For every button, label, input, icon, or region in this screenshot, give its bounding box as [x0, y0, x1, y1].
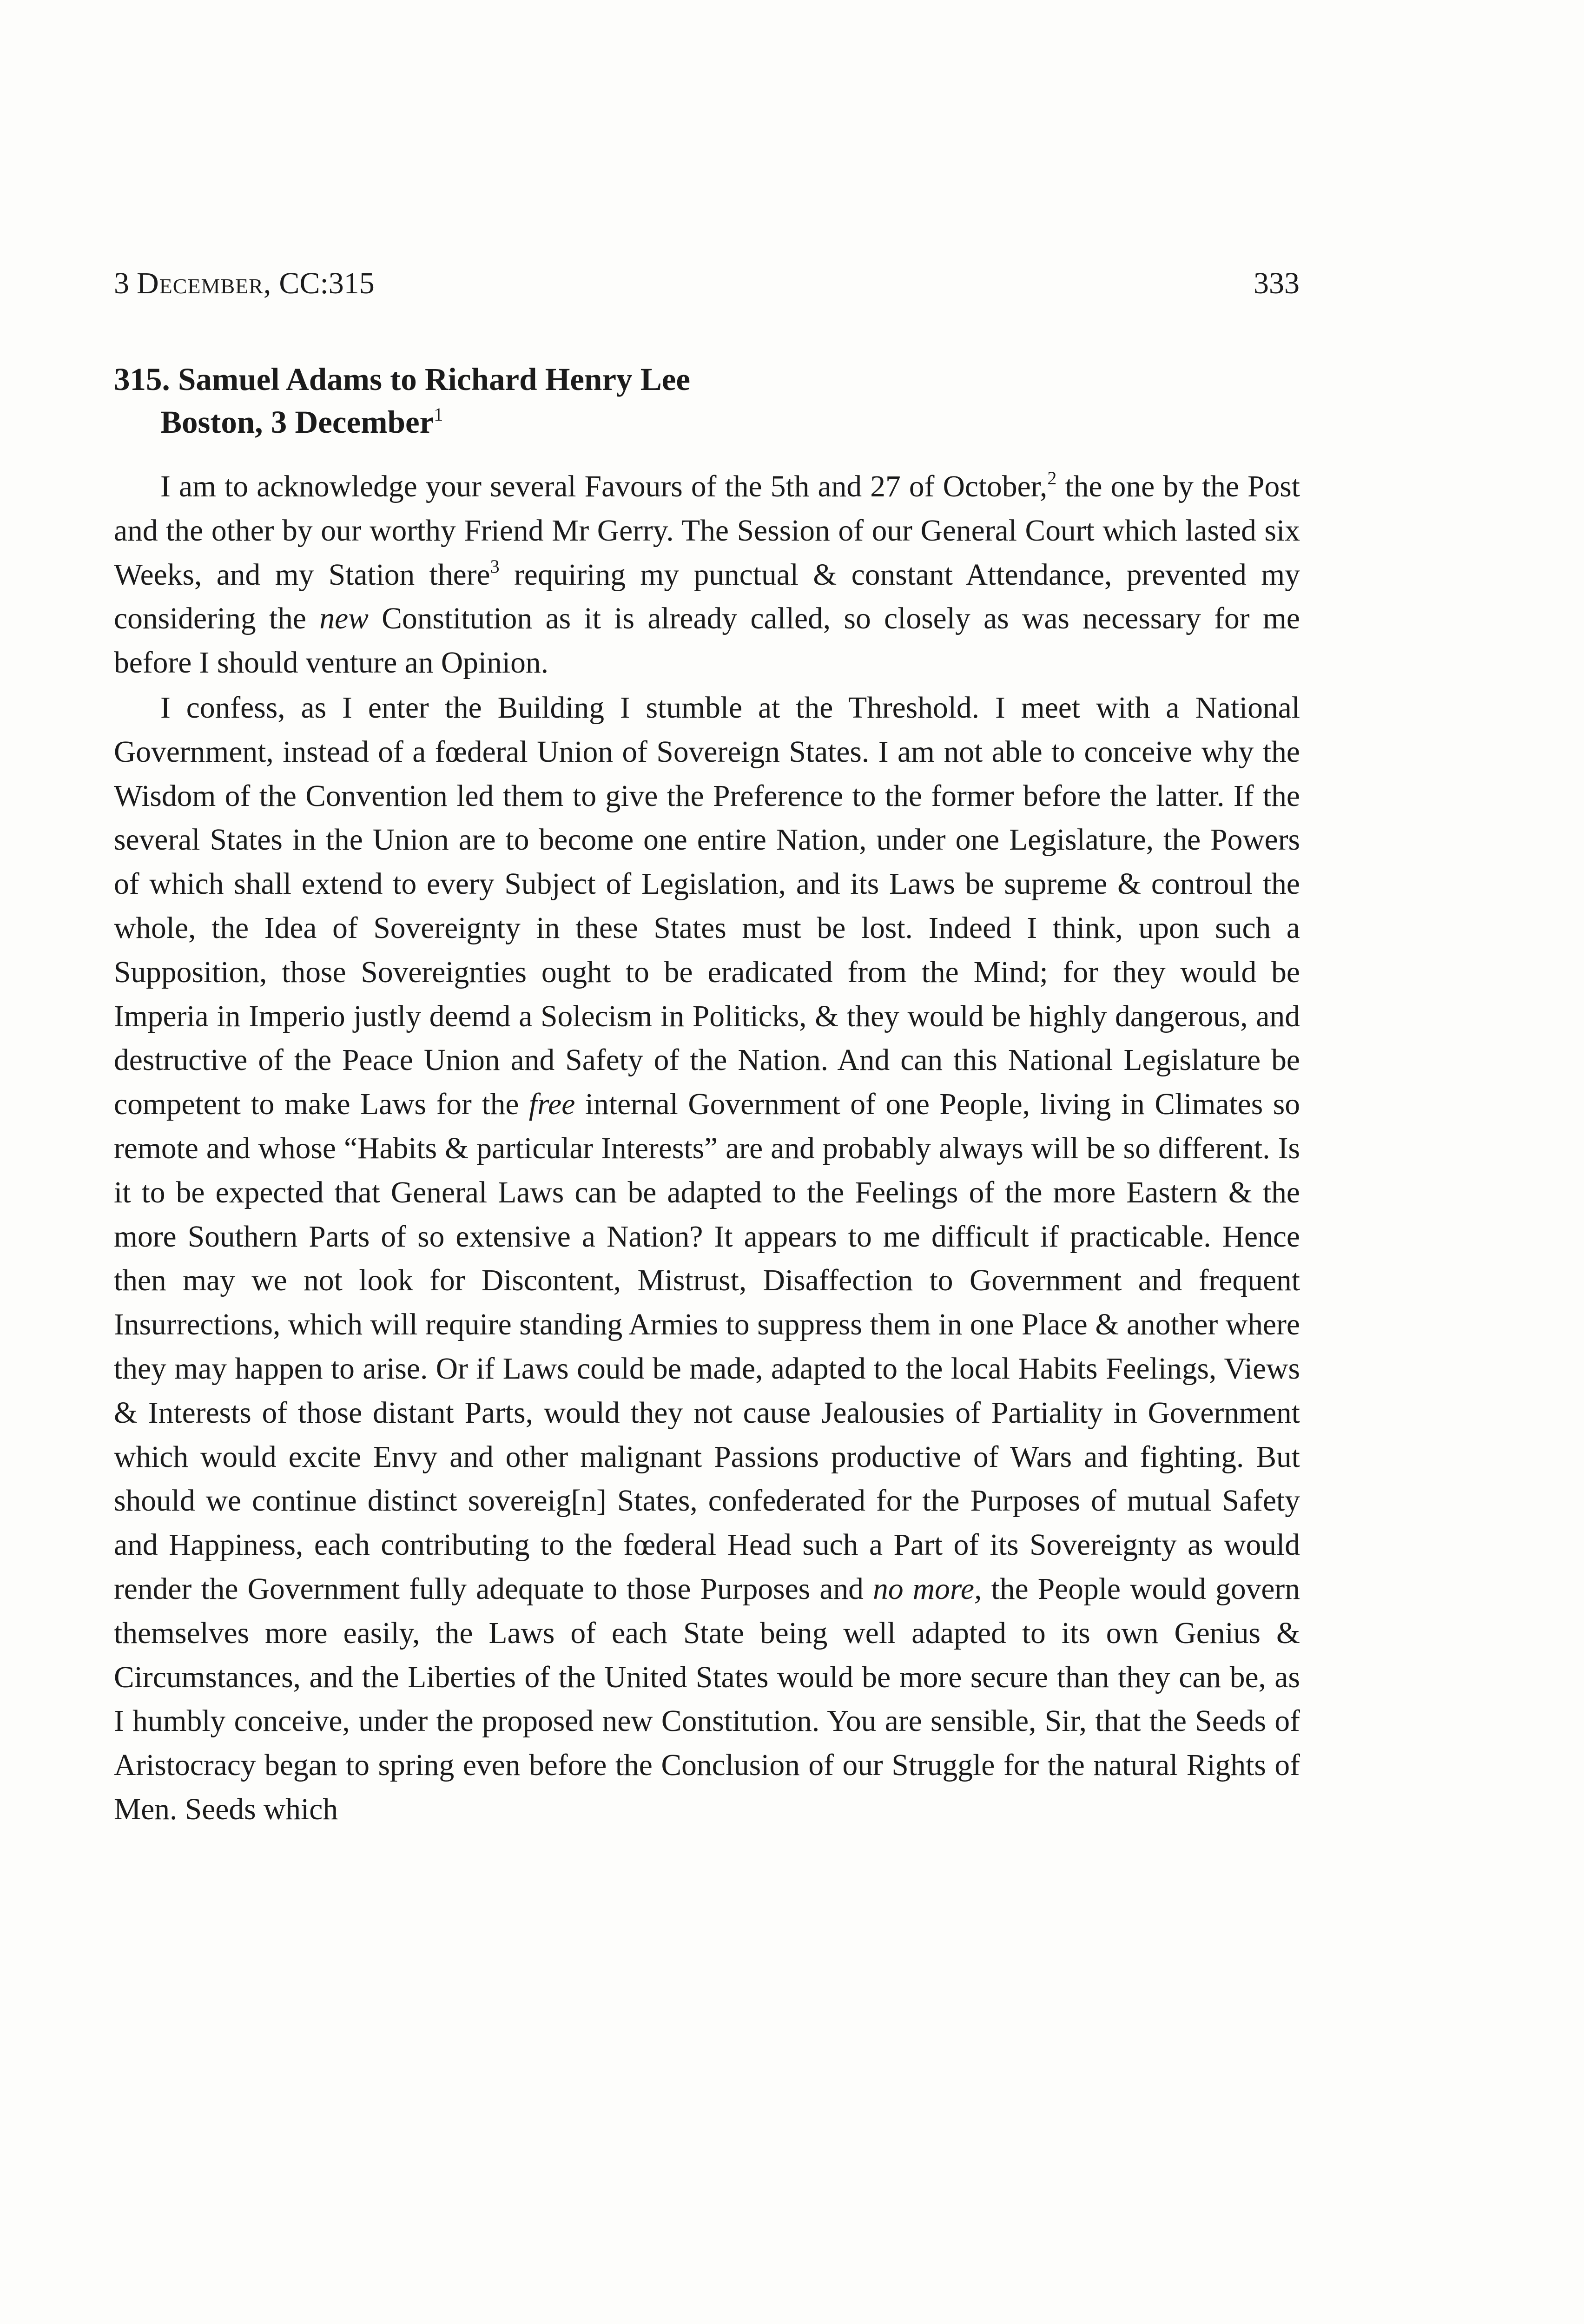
paragraph-2: [114, 686, 1300, 1832]
page-number: 333: [1254, 266, 1300, 300]
paragraph-1-text-d: Constitution as it is already called, so closely as was necessary for me before I should venture an Opinion.: [114, 602, 1300, 680]
document-title: Samuel Adams to Richard Henry Lee: [178, 362, 691, 397]
italic-free: free: [528, 1088, 575, 1122]
document-place-date: Boston, 3 December: [160, 404, 434, 440]
paragraph-1: [114, 465, 1300, 685]
heading-footnote-ref: 1: [434, 404, 443, 425]
paragraph-2-text-a: I confess, as I enter the Building I stumble at the Threshold. I meet with a National Government, instead of a fœderal Union of Sovereign States. I am not able to conceive why the Wisdom of the Convention led them to give the Preference to the former before the latter. If the several States in the Union are to become one entire Nation, under one Legislature, the Powers of which shall extend to every Subject of Legislation, and its Laws be supreme & controul the whole, the Idea of Sovereignty in these States must be lost. Indeed I think, upon such a Supposition, those Sovereignties ought to be eradicated from the Mind; for they would be Imperia in Imperio justly deemd a Solecism in Politicks, & they would be highly dangerous, and destructive of the Peace Union and Safety of the Nation. And can this National Legislature be competent to make Laws for the: [114, 691, 1300, 1122]
running-head-day: 3: [114, 266, 129, 300]
paragraph-1-text-a: I am to acknowledge your several Favours of the 5th and 27 of October,: [160, 470, 1048, 503]
footnote-ref-2: 2: [1047, 468, 1057, 489]
paragraph-2-text-c: the People would govern themselves more easily, the Laws of each State being well adapted to its own Genius & Circumstances, and the Liberties of the United States would be more secure than they can be, as I humbly conceive, under the proposed new Constitution. You are sensible, Sir, that the Seeds of Aristocracy began to spring even before the Conclusion of our Struggle for the natural Rights of Men. Seeds which: [114, 1572, 1300, 1826]
running-head-month: December,: [137, 266, 272, 300]
letter-body: [114, 465, 1300, 1832]
running-head-ref: CC:315: [279, 266, 375, 300]
italic-new: new: [319, 602, 369, 636]
running-head: [114, 265, 1300, 302]
document-place-date-line: [114, 401, 1304, 443]
italic-no-more: no more,: [873, 1572, 982, 1606]
paragraph-2-text-b: internal Government of one People, living in Climates so remote and whose “Habits & particular Interests” are and probably always will be so different. Is it to be expected that General Laws can be adapted to the Feelings of the more Eastern & the more Southern Parts of so extensive a Nation? It appears to me difficult if practicable. Hence then may we not look for Discontent, Mistrust, Disaffection to Government and frequent Insurrections, which will require standing Armies to suppress them in one Place & another where they may happen to arise. Or if Laws could be made, adapted to the local Habits Feelings, Views & Interests of those distant Parts, would they not cause Jealousies of Partiality in Government which would excite Envy and other malignant Passions productive of Wars and fighting. But should we continue distinct sovereig[n] States, confederated for the Purposes of mutual Safety and Happiness, each contributing to the fœderal Head such a Part of its Sovereignty as would render the Government fully adequate to those Purposes and: [114, 1088, 1300, 1606]
document-number: 315.: [114, 362, 170, 397]
paragraph-1-text-b: the one by the Post and the other by our worthy Friend Mr Gerry. The Session of our General Court which lasted six Weeks, and my Station there: [114, 470, 1300, 592]
footnote-ref-3: 3: [490, 555, 500, 577]
document-heading: [114, 358, 1304, 443]
running-head-left: [114, 265, 375, 302]
paragraph-1-text-c: requiring my punctual & constant Attendance, prevented my considering the: [114, 558, 1300, 636]
